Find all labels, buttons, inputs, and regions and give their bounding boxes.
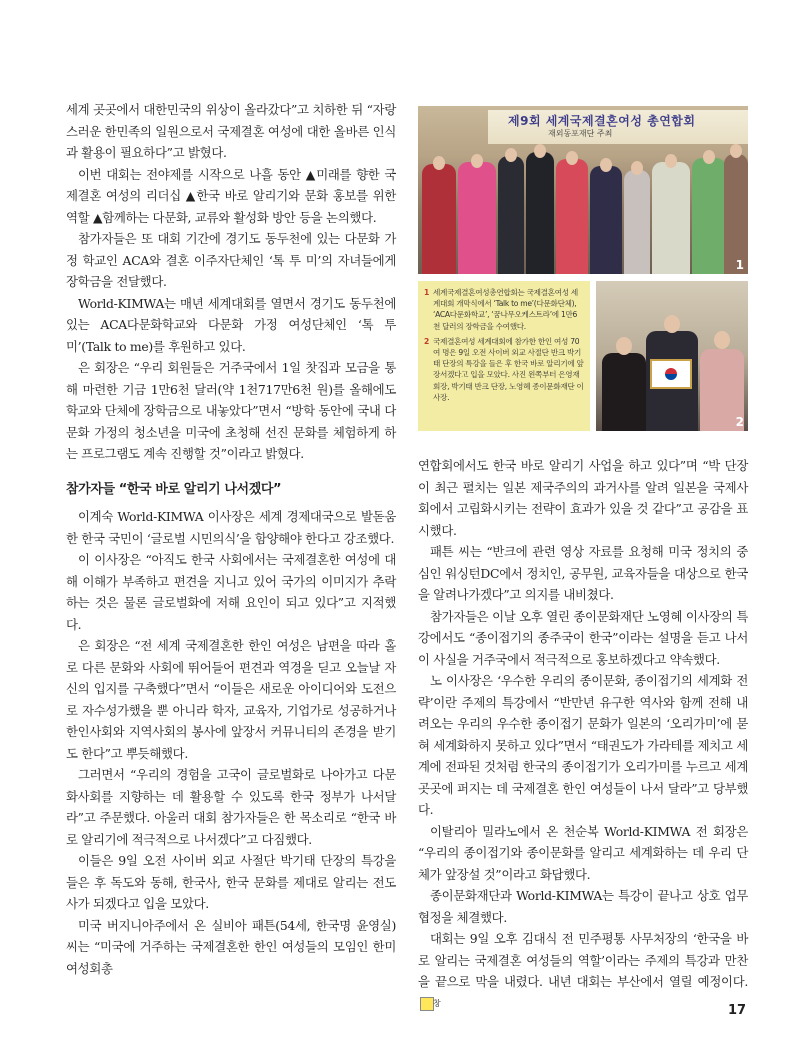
section-subheading: 참가자들 “한국 바로 알리기 나서겠다” [66, 481, 282, 497]
photo-caption [424, 287, 584, 332]
right-text-column [418, 455, 748, 1014]
article-paragraph: 은 회장은 “전 세계 국제결혼한 한인 여성은 남편을 따라 홀로 다른 문화와 사회에 뛰어들어 편견과 역경을 딛고 오늘날 자신의 입지를 구축했다”면서 “이들은 새로운 아이디어와 도전으로 자수성가했을 뿐 아니라 학자, 교육자, 기업가로 성공하거나 한인사회와 지역사회의 봉사에 앞장서 커뮤니티의 존경을 받기도 한다”고 뿌듯해했다. [66, 638, 396, 761]
article-paragraph: 이들은 9일 오전 사이버 외교 사절단 박기태 단장의 특강을 들은 후 독도와 동해, 한국사, 한국 문화를 제대로 알리는 전도사가 되겠다고 입을 모았다. [66, 853, 396, 911]
korean-flag [650, 359, 692, 389]
banner-title: 제9회 세계국제결혼여성 총연합회 [508, 114, 696, 128]
article-end-mark-icon: 창 [420, 997, 434, 1011]
caption-text: 세계국제결혼여성총연합회는 국제결혼여성 세계대회 개막식에서 ‘Talk to me’(다문화단체), ‘ACA다문화학교’, ‘꿈나무오케스트라’에 1만6천 달러의 장학금을 수여했다. [433, 288, 578, 331]
banner-subtitle: 재외동포재단 주최 [548, 129, 613, 138]
article-paragraph: 패튼 씨는 “반크에 관련 영상 자료를 요청해 미국 정치의 중심인 워싱턴DC에서 정치인, 공무원, 교육자들을 대상으로 한국을 알려나가겠다”고 의지를 내비쳤다. [418, 544, 748, 602]
caption-text: 국제결혼여성 세계대회에 참가한 한인 여성 70여 명은 9일 오전 사이버 외교 사절단 반크 박기태 단장의 특강을 들은 후 한국 바로 알리기에 앞장서겠다고 입을 모았다. 사진 왼쪽부터 은영재 회장, 박기태 반크 단장, 노영혜 종이문화재단 이사장. [433, 336, 584, 402]
article-paragraph: 종이문화재단과 World-KIMWA는 특강이 끝나고 상호 업무협정을 체결했다. [418, 888, 748, 925]
article-paragraph: 이탈리아 밀라노에서 온 천순복 World-KIMWA 전 회장은 “우리의 종이접기와 종이문화를 알리고 세계화하는 데 우리 단체가 앞장설 것”이라고 화답했다. [418, 823, 748, 882]
photo-caption-box [418, 281, 590, 431]
left-text-column [66, 99, 396, 979]
article-paragraph: 참가자들은 또 대회 기간에 경기도 동두천에 있는 다문화 가정 학교인 ACA와 결혼 이주자단체인 ‘톡 투 미’의 자녀들에게 장학금을 전달했다. [66, 231, 396, 289]
article-paragraph: 이번 대회는 전야제를 시작으로 나흘 동안 ▲미래를 향한 국제결혼 여성의 리더십 ▲한국 바로 알리기와 문화 홍보를 위한 역할 ▲함께하는 다문화, 교류와 활성화 방안 등을 논의했다. [66, 166, 396, 225]
photo-caption [424, 336, 584, 403]
photo1-number: 1 [735, 258, 744, 272]
caption-number: 1 [424, 288, 429, 297]
article-paragraph: 이계숙 World-KIMWA 이사장은 세계 경제대국으로 발돋움한 한국 국민이 ‘글로벌 시민의식’을 함양해야 한다고 강조했다. [66, 509, 396, 546]
article-paragraph: 연합회에서도 한국 바로 알리기 사업을 하고 있다”며 “박 단장이 최근 펼치는 일본 제국주의의 과거사를 알려 일본을 국제사회에서 고립화시키는 전략이 효과가 있을 것 같다”고 공감을 표시했다. [418, 458, 748, 538]
article-paragraph: 대회는 9일 오후 김대식 전 민주평통 사무처장의 ‘한국을 바로 알리는 국제결혼 여성들의 역할’이라는 주제의 특강과 만찬을 끝으로 막을 내렸다. 내년 대회는 부산에서 열릴 예정이다. 창 [418, 928, 748, 1014]
lecture-group-photo [596, 281, 748, 431]
article-paragraph: 은 회장은 “우리 회원들은 거주국에서 1일 찻집과 모금을 통해 마련한 기금 1만6천 달러(약 1천717만6천 원)를 올해에도 학교와 단체에 장학금으로 내놓았다”면서 “방학 동안에 국내 다문화 가정의 청소년을 미국에 초청해 선진 문화를 체험하게 하는 프로그램도 계속 진행할 것”이라고 밝혔다. [66, 360, 396, 461]
caption-number: 2 [424, 336, 429, 346]
article-paragraph: 그러면서 “우리의 경험을 고국이 글로벌화로 나아가고 다문화사회를 지향하는 데 활용할 수 있도록 한국 정부가 나서달라”고 주문했다. 아울러 대회 참가자들은 한 목소리로 “한국 바로 알리기에 적극적으로 나서겠다”고 다짐했다. [66, 767, 396, 847]
article-paragraph: 노 이사장은 ‘우수한 우리의 종이문화, 종이접기의 세계화 전략’이란 주제의 특강에서 “반만년 유구한 역사와 함께 전해 내려오는 우리의 우수한 종이접기 문화가 일본의 ‘오리가미’에 묻혀 세계화하지 못하고 있다”면서 “태권도가 가라테를 제치고 세계에 전파된 것처럼 한국의 종이접기가 오리가미를 누르고 세계 곳곳에 퍼지는 데 국제결혼 한인 여성들이 나서 달라”고 당부했다. [418, 673, 748, 817]
article-paragraph: 미국 버지니아주에서 온 실비아 패튼(54세, 한국명 윤영실) 씨는 “미국에 거주하는 국제결혼한 한인 여성들의 모임인 한미여성회총 [66, 917, 396, 976]
article-paragraph: 세계 곳곳에서 대한민국의 위상이 올라갔다”고 치하한 뒤 “자랑스러운 한민족의 일원으로서 국제결혼 여성에 대한 올바른 인식과 활용이 필요하다”고 밝혔다. [66, 102, 396, 160]
taegeuk-icon [665, 368, 677, 380]
page-number: 17 [728, 1003, 747, 1018]
ceremony-group-photo [418, 106, 748, 274]
photo2-number: 2 [735, 415, 744, 429]
article-paragraph: World-KIMWA는 매년 세계대회를 열면서 경기도 동두천에 있는 ACA다문화학교와 다문화 가정 여성단체인 ‘톡 투 미’(Talk to me)를 후원하고 있다. [66, 295, 396, 354]
article-paragraph: 이 이사장은 “아직도 한국 사회에서는 국제결혼한 여성에 대해 이해가 부족하고 편견을 지니고 있어 국가의 이미지가 추락하는 것은 물론 글로벌화에 저해 요인이 되고 있다”고 지적했다. [66, 552, 396, 632]
article-paragraph: 참가자들은 이날 오후 열린 종이문화재단 노영혜 이사장의 특강에서도 “종이접기의 종주국이 한국”이라는 설명을 듣고 나서 이 사실을 거주국에서 적극적으로 홍보하겠다고 약속했다. [418, 608, 748, 667]
